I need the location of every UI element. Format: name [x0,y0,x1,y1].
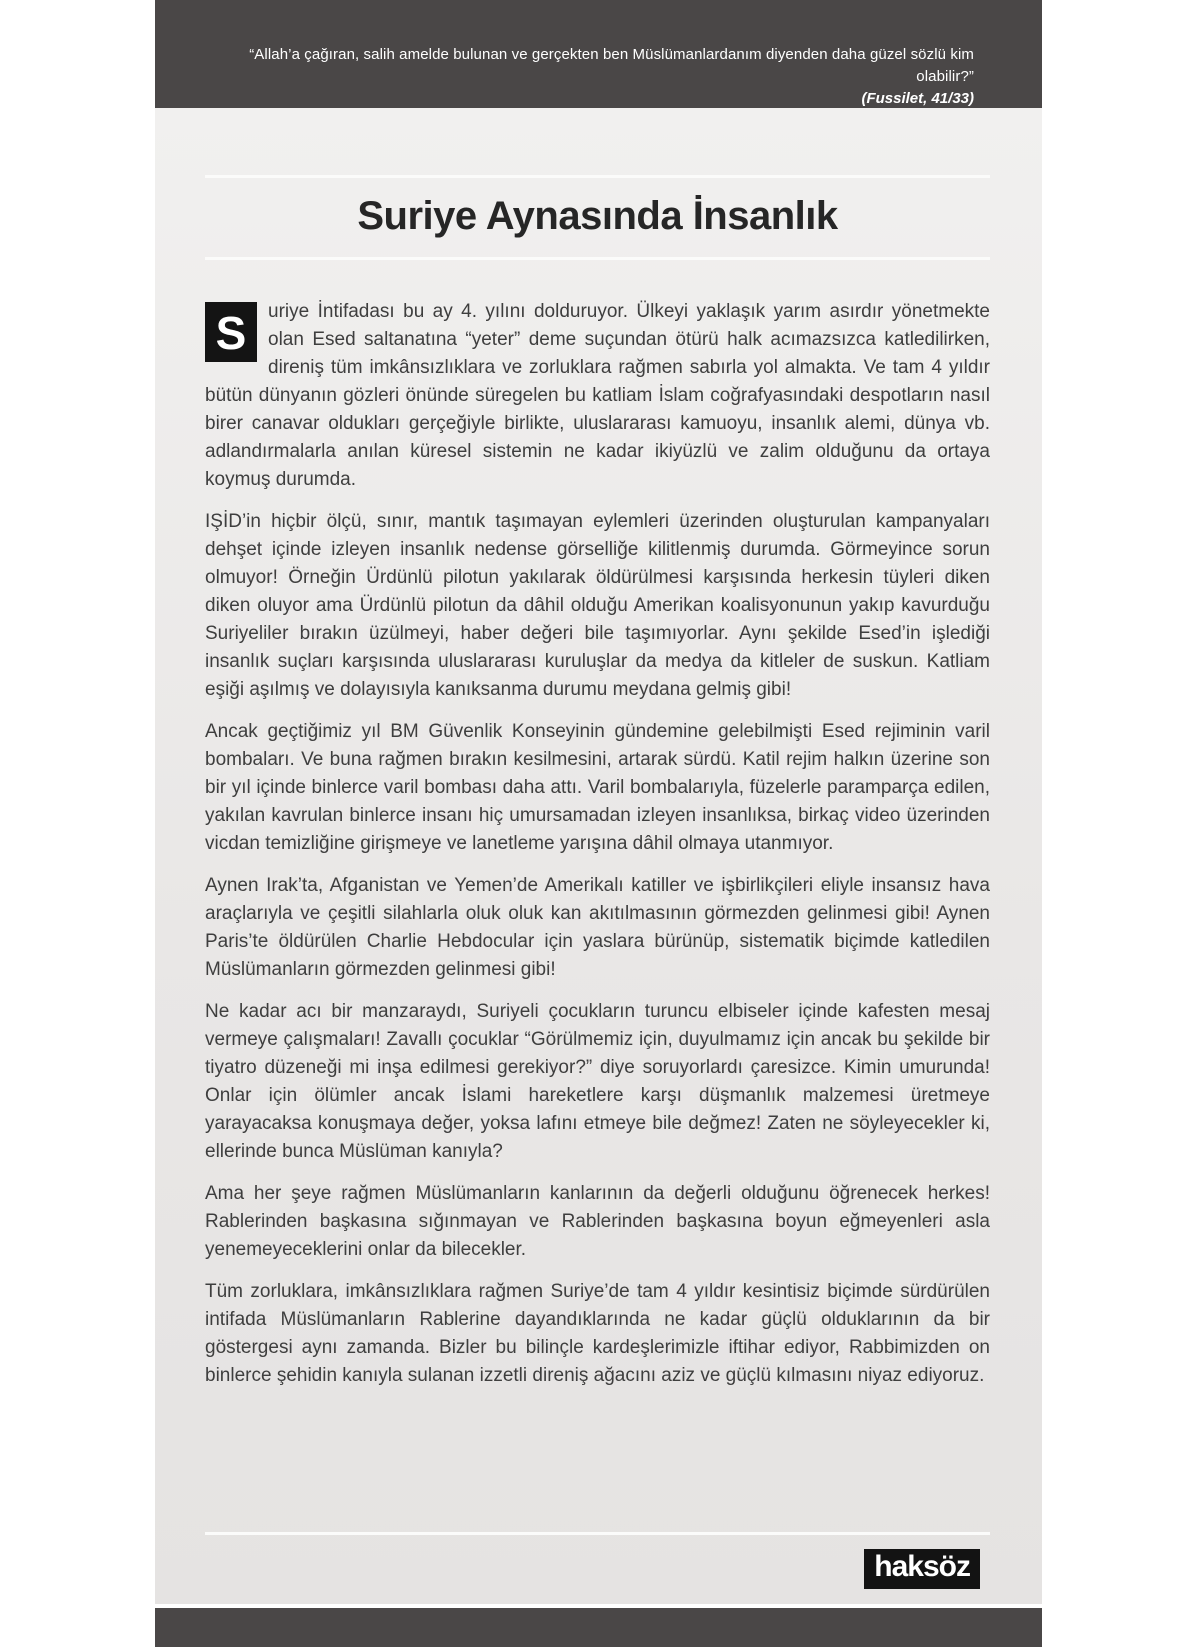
header-quote: “Allah’a çağıran, salih amelde bulunan ve gerçekten ben Müslümanlardanım diyenden daha güzel sözlü kim olabilir?” [249,46,974,85]
header-band [155,0,1042,108]
paragraph: S uriye İntifadası bu ay 4. yılını dolduruyor. Ülkeyi yaklaşık yarım asırdır yönetmekte olan Esed saltanatına “yeter” deme suçundan ötürü halk acımazsızca katledilirken, direniş tüm imkânsızlıklara ve zorluklara rağmen sabırla yol almakta. Ve tam 4 yıldır bütün dünyanın gözleri önünde süregelen bu katliam İslam coğrafyasındaki despotların nasıl birer canavar oldukları gerçeğiyle birlikte, uluslararası kamuoyu, insanlık alemi, dünya vb. adlandırmalarla anılan küresel sistemin ne kadar ikiyüzlü ve zalim olduğunu da ortaya koymuş durumda. [205,298,990,494]
paragraph: Aynen Irak’ta, Afganistan ve Yemen’de Amerikalı katiller ve işbirlikçileri eliyle insansız hava araçlarıyla ve çeşitli silahlarla oluk oluk kan akıtılmasının görmezden gelinmesi gibi! Aynen Paris’te öldürülen Charlie Hebdocular için yaslara bürünüp, sistematik biçimde katledilen Müslümanların görmezden gelinmesi gibi! [205,875,990,980]
footer-rule [205,1532,990,1535]
paragraph: Ne kadar acı bir manzaraydı, Suriyeli çocukların turuncu elbiseler içinde kafesten mesaj vermeye çalışmaları! Zavallı çocuklar “Görülmemiz için, duyulmamız için ancak bu şekilde bir tiyatro düzeneği mi inşa edilmesi gerekiyor?” diye soruyorlardı çaresizce. Kimin umurunda! Onlar için ölümler ancak İslami hareketlere karşı düşmanlık malzemesi üretmeye yarayacaksa konuşmaya değer, yoksa lafını etmeye bile değmez! Zaten ne söyleyecekler ki, ellerinde bunca Müslüman kanıyla? [205,1001,990,1162]
dropcap: S [205,298,268,380]
paragraph: IŞİD’in hiçbir ölçü, sınır, mantık taşımayan eylemleri üzerinden oluşturulan kampanyaları dehşet içinde izleyen insanlık nedense görselliğe kilitlenmiş durumda. Görmeyince sorun olmuyor! Örneğin Ürdünlü pilotun yakılarak öldürülmesi karşısında herkesin tüyleri diken diken oluyor ama Ürdünlü pilotun da dâhil olduğu Amerikan koalisyonunun yakıp kavurduğu Suriyeliler bırakın üzülmeyi, haber değeri bile taşımıyorlar. Aynı şekilde Esed’in işlediği insanlık suçları karşısında uluslararası kuruluşlar da medya da kitleler de suskun. Katliam eşiği aşılmış ve dolayısıyla kanıksanma durumu meydana gelmiş gibi! [205,511,990,700]
quote-attribution: (Fussilet, 41/33) [861,90,974,107]
page-body [155,108,1042,1604]
title-rule-top [205,175,990,178]
paragraph: Tüm zorluklara, imkânsızlıklara rağmen Suriye’de tam 4 yıldır kesintisiz biçimde sürdürülen intifada Müslümanların Rablerine dayandıklarında ne kadar güçlü olduklarının da bir göstergesi aynı zamanda. Bizler bu bilinçle kardeşlerimizle iftihar ediyor, Rabbimizden on binlerce şehidin kanıyla sulanan izzetli direniş ağacını aziz ve güçlü kılmasını niyaz ediyoruz. [205,1281,990,1386]
footer-band [155,1608,1042,1647]
haksoz-logo: haksöz [864,1549,980,1589]
article-body [205,298,990,1390]
title-rule-bottom [205,257,990,260]
article-title: Suriye Aynasında İnsanlık [357,194,838,238]
paragraph: Ama her şeye rağmen Müslümanların kanlarının da değerli olduğunu öğrenecek herkes! Rablerinden başkasına sığınmayan ve Rablerinden başkasına boyun eğmeyenleri asla yenemeyeceklerini onlar da bilecekler. [205,1183,990,1260]
paragraph: Ancak geçtiğimiz yıl BM Güvenlik Konseyinin gündemine gelebilmişti Esed rejiminin varil bombaları. Ve buna rağmen bırakın kesilmesini, artarak sürdü. Katil rejim halkın üzerine son bir yıl içinde binlerce varil bombası daha attı. Varil bombalarıyla, füzelerle paramparça edilen, yakılan kavrulan binlerce insanı hiç umursamadan izleyen insanlıksa, birkaç video üzerinden vicdan temizliğine girişmeye ve lanetleme yarışına dâhil olmaya utanmıyor. [205,721,990,854]
magazine-page [155,0,1042,1647]
